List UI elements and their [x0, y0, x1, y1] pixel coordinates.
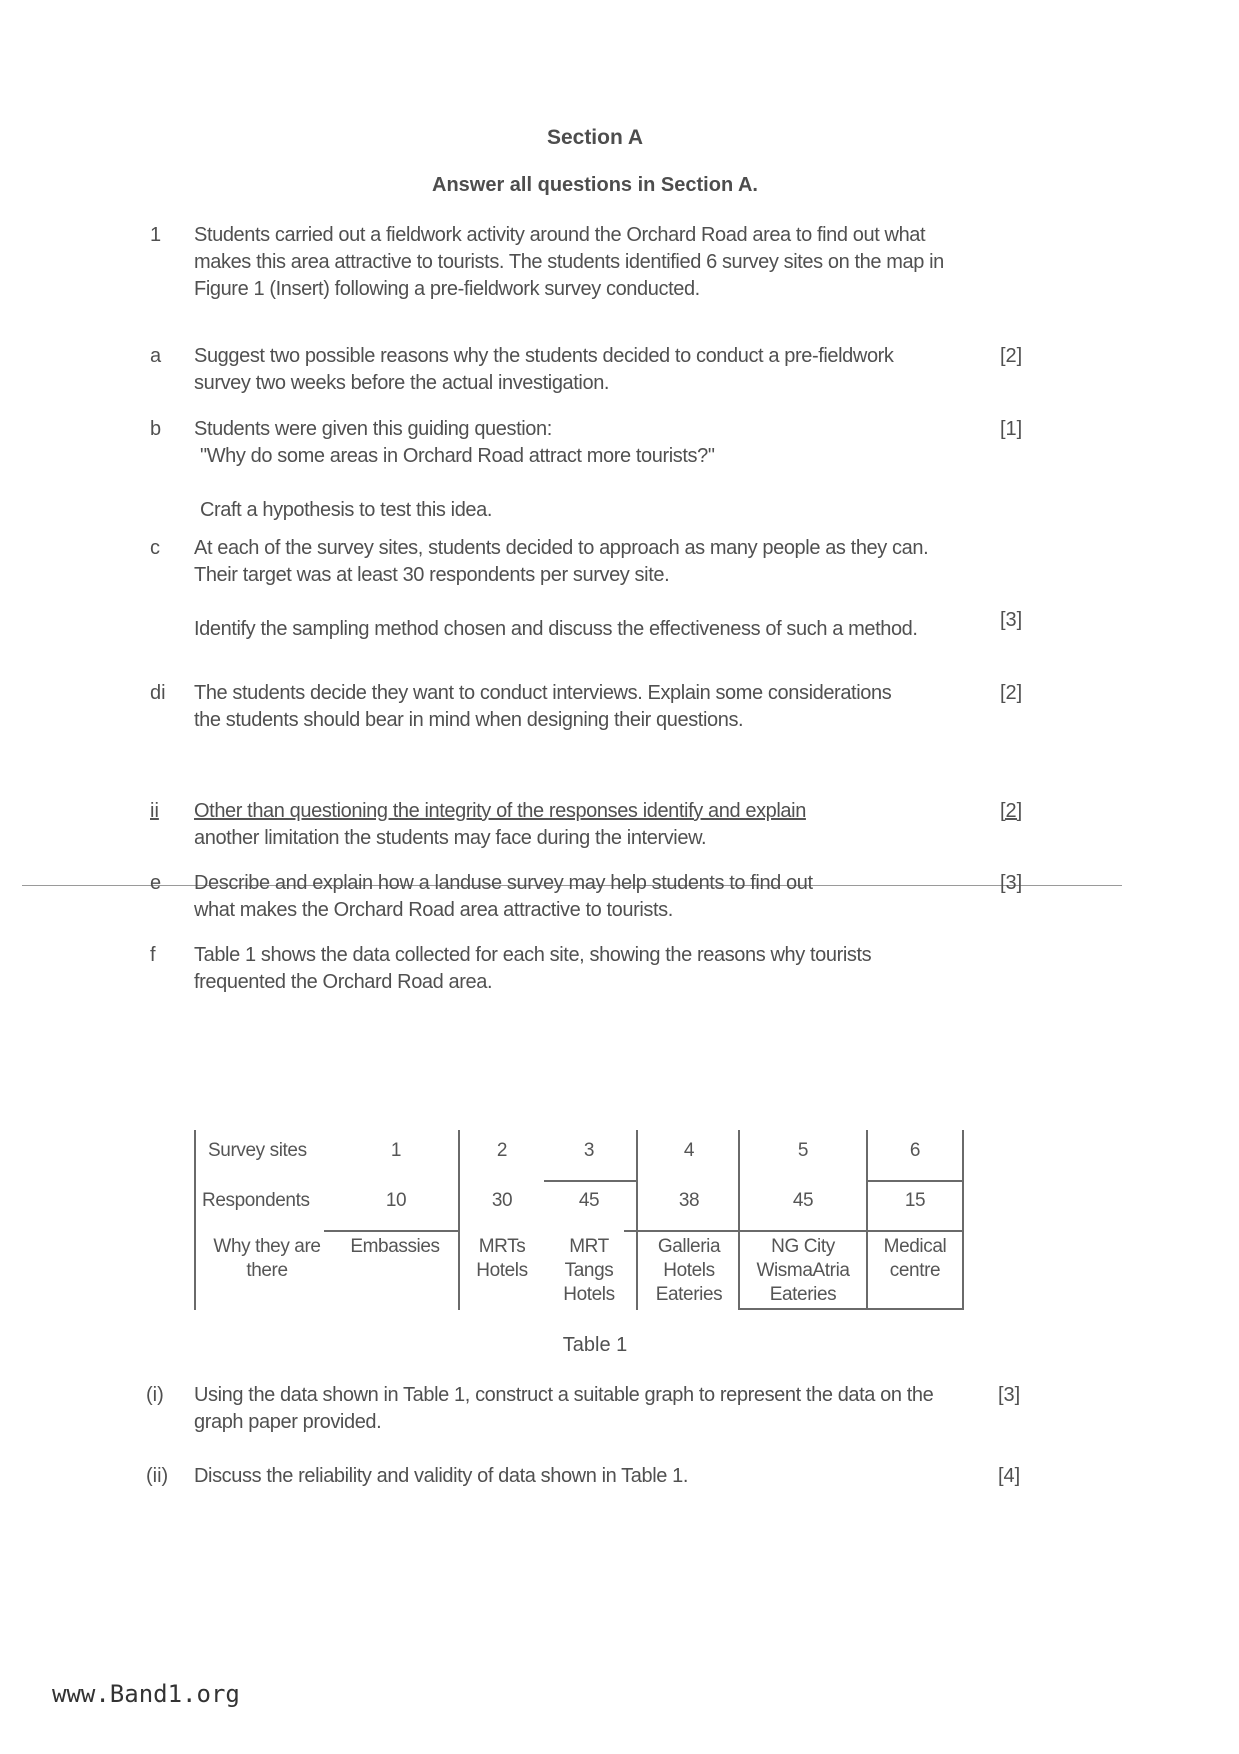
- question-text-line1: Describe and explain how a landuse survey may help students to find out: [194, 872, 813, 894]
- data-table: [194, 1130, 964, 1310]
- question-label: (ii): [146, 1465, 169, 1487]
- respondent-count: 30: [491, 1190, 513, 1211]
- table-border-left: [194, 1130, 196, 1310]
- respondent-count: 45: [578, 1190, 600, 1211]
- question-text: Students were given this guiding question:: [194, 418, 552, 440]
- table-rule: [324, 1230, 460, 1232]
- question-label: c: [150, 537, 160, 559]
- row-header-sites: Survey sites: [208, 1140, 307, 1161]
- question-label: e: [150, 872, 162, 894]
- question-text: Students carried out a fieldwork activity around the Orchard Road area to find out what makes this area attractive to tourists. The students identified 6 survey sites on the map in Figure 1 (Insert) following a pre-fieldwork survey conducted.: [194, 224, 944, 300]
- question-number: 1: [150, 224, 162, 246]
- question-instruction: Craft a hypothesis to test this idea.: [200, 499, 493, 521]
- reasons: MRTs Hotels: [476, 1236, 528, 1281]
- reasons: Medical centre: [883, 1236, 947, 1281]
- question-text: Table 1 shows the data collected for each site, showing the reasons why tourists frequented the Orchard Road area.: [194, 944, 872, 993]
- site-number: 2: [496, 1140, 508, 1161]
- site-number: 4: [683, 1140, 695, 1161]
- question-text: The students decide they want to conduct interviews. Explain some considerations the students should bear in mind when designing their questions.: [194, 682, 892, 731]
- question-text: Suggest two possible reasons why the students decided to conduct a pre-fieldwork survey two weeks before the actual investigation.: [194, 345, 894, 394]
- table-rule: [866, 1180, 964, 1182]
- reasons: NG City WismaAtria Eateries: [756, 1236, 850, 1305]
- reasons: Embassies: [350, 1236, 440, 1257]
- section-title: Section A: [546, 126, 644, 149]
- row-header-respondents: Respondents: [202, 1190, 310, 1211]
- question-instruction: Identify the sampling method chosen and discuss the effectiveness of such a method.: [194, 618, 918, 640]
- table-rule: [544, 1180, 638, 1182]
- row-header-why: Why they are there: [213, 1236, 321, 1281]
- question-text: Using the data shown in Table 1, construct a suitable graph to represent the data on the graph paper provided.: [194, 1384, 934, 1433]
- marks: [1]: [1000, 418, 1023, 440]
- table-rule: [624, 1230, 964, 1232]
- reasons: MRT Tangs Hotels: [563, 1236, 615, 1305]
- question-label: f: [150, 944, 156, 966]
- question-text-line2: what makes the Orchard Road area attractive to tourists.: [194, 899, 673, 921]
- question-label: a: [150, 345, 162, 367]
- question-label: b: [150, 418, 162, 440]
- site-number: 6: [909, 1140, 921, 1161]
- site-number: 3: [583, 1140, 595, 1161]
- question-label: (i): [146, 1384, 164, 1406]
- section-instruction: Answer all questions in Section A.: [432, 174, 758, 196]
- question-text: At each of the survey sites, students decided to approach as many people as they can. Their target was at least 30 respondents per survey site.: [194, 537, 929, 586]
- table-rule: [738, 1308, 964, 1310]
- marks: [3]: [998, 1384, 1021, 1406]
- marks: [2]: [1000, 800, 1023, 822]
- question-text-line1: Other than questioning the integrity of the responses identify and explain: [194, 800, 806, 822]
- watermark-link[interactable]: www.Band1.org: [52, 1680, 240, 1708]
- respondent-count: 45: [792, 1190, 814, 1211]
- question-label: di: [150, 682, 166, 704]
- respondent-count: 38: [678, 1190, 700, 1211]
- marks: [2]: [1000, 345, 1023, 367]
- table-border-right: [962, 1130, 964, 1310]
- respondent-count: 10: [385, 1190, 407, 1211]
- table-divider: [636, 1130, 638, 1310]
- question-label: ii: [150, 800, 159, 822]
- marks: [4]: [998, 1465, 1021, 1487]
- marks: [3]: [1000, 609, 1023, 631]
- respondent-count: 15: [904, 1190, 926, 1211]
- marks: [2]: [1000, 682, 1023, 704]
- marks: [3]: [1000, 872, 1023, 894]
- site-number: 1: [390, 1140, 402, 1161]
- guiding-question: "Why do some areas in Orchard Road attract more tourists?": [200, 445, 715, 467]
- question-text: Discuss the reliability and validity of data shown in Table 1.: [194, 1465, 688, 1487]
- site-number: 5: [797, 1140, 809, 1161]
- question-text-line2: another limitation the students may face during the interview.: [194, 827, 707, 849]
- table-caption: Table 1: [562, 1334, 628, 1356]
- reasons: Galleria Hotels Eateries: [655, 1236, 723, 1305]
